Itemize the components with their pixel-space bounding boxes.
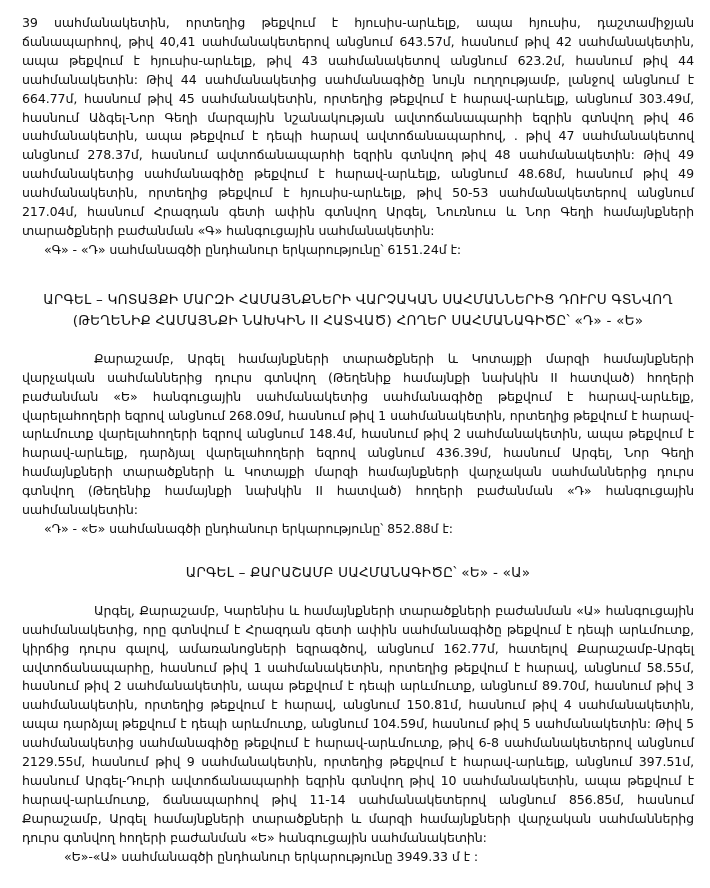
section-2-total-length: «Դ» - «Ե» սահմանագծի ընդհանուր երկարությունը՝ 852.88մ է: [44,520,453,536]
spacer [22,260,694,290]
document-page [22,14,694,867]
section-3-total-length: «Ե»-«Ա» սահմանագծի ընդհանուր երկարությունը 3949.33 մ է : [64,848,479,864]
section-1-paragraph: 39 սահմանակետին, որտեղից թեքվում է հյուսիս-արևելք, ապա հյուսիս, դաշտամիջյան ճանապարհով, թիվ 40,41 սահմանակետերով անցնում 643.57մ, հասնում թիվ 42 սահմանակետին, ապա թեքվում է հյուսիս-արևելք, թիվ 43 սահմանակետով անցնում 623.2մ, հասնում թիվ 44 սահմանակետին: Թիվ 44 սահմանակետից սահմանագիծը նույն ուղղությամբ, լանջով անցնում է 664.77մ, հասնում թիվ 45 սահմանակետին, որտեղից թեքվում է հարավ-արևելք, անցնում 303.49մ, հասնում Աձգել-Նոր Գեղի մարզային նշանակության ավտոճանապարհի եզրին գտնվող թիվ 46 սահմանակետին, ապա թեքվում է դեպի հարավ ավտոճանապարհով, . թիվ 47 սահմանակետով անցնում 278.37մ, հասնում ավտոճանապարհի եզրին գտնվող թիվ 48 սահմանակետին: Թիվ 49 սահմանակետից սահմանագիծը թեքվում է հարավ-արևելք, անցնում 48.68մ, հասնում թիվ 49 սահմանակետին, որտեղից թեքվում է հյուսիս-արևելք, թիվ 50-53 սահմանակետերով անցնում 217.04մ, հասնում Հրազդան գետի ափին գտնվող Արգել, Նուռնուս և Նոր Գեղի համայնքների տարածքների բաժանման «Գ» հանգուցային սահմանակետին: [22,15,694,238]
spacer [22,332,694,350]
section-2-heading-line-2: (ԹԵՂԵՆԻՔ ՀԱՄԱՅՆՔԻ ՆԱԽԿԻՆ II ՀԱՏՎԱԾ) ՀՈՂԵՐ ՍԱՀՄԱՆԱԳԻԾԸ՝ «Դ» - «Ե» [72,312,644,329]
section-3-paragraph: Արգել, Քարաշամբ, Կարենիս և համայնքների տարածքների բաժանման «Ա» հանգուցային սահմանակետից, որը գտնվում է Հրազդան գետի ափին սահմանագիծը թեքվում է դեպի արևմուտք, կիրճից դուրս գալով, ամառանոցների եզրագծով, անցնում 162.77մ, հատելով Քարաշամբ-Արգել ավտոճանապարհը, հասնում թիվ 1 սահմանակետին, որտեղից թեքվում է հարավ, անցնում 58.55մ, հասնում թիվ 2 սահմանակետին, ապա թեքվում է դեպի արևմուտք, անցնում 89.70մ, հասնում թիվ 3 սահմանակետին, որտեղից թեքվում է հարավ, անցնում 150.81մ, հասնում թիվ 4 սահմանակետին, ապա դարձյալ թեքվում է դեպի արևմուտք, անցնում 104.59մ, հասնում թիվ 5 սահմանակետին: Թիվ 5 սահմանակետից սահմանագիծը թեքվում է հարավ-արևմուտք, թիվ 6-8 սահմանակետերով անցնում 2129.55մ, հասնում թիվ 9 սահմանակետին, որտեղից թեքվում է հարավ-արևելք, անցնում 397.51մ, հասնում Արգել-Դուրի ավտոճանապարհի եզրին գտնվող թիվ 10 սահմանակետին, ապա թեքվում է հարավ-արևմուտք, ճանապարհով թիվ 11-14 սահմանակետերով անցնում 856.85մ, հասնում Քարաշամբ, Արգել համայնքների տարածքների և մարզի համայնքների վարչական սահմաններից դուրս գտնվող հողերի բաժանման «Ե» հանգուցային սահմանակետին: [22,602,694,845]
spacer [22,584,694,602]
section-2-paragraph: Քարաշամբ, Արգել համայնքների տարածքների և Կոտայքի մարզի համայնքների վարչական սահմաններից դուրս գտնվող (Թեղենիք համայնքի նախկին II հատված) հողերի բաժանման «Ե» հանգուցային սահմանակետից սահմանագիծը թեքվում է հարավ-արևելք, վարելահողերի եզրով անցնում 268.09մ, հասնում թիվ 1 սահմանակետին, որտեղից թեքվում է հարավ-արևմուտք վարելահողերի եզրով անցնում 148.4մ, հասնում թիվ 2 սահմանակետին, ապա թեքվում է հարավ-արևելք, դարձյալ վարելահողերի եզրով անցնում 436.39մ, հասնում Արգել, Նոր Գեղի համայնքների տարածքների և Կոտայքի մարզի համայնքների վարչական սահմաններից դուրս գտնվող (Թեղենիք համայնքի նախկին II հատված) հողերի բաժանման «Դ» հանգուցային սահմանակետին: [22,350,694,518]
section-1-total-length: «Գ» - «Դ» սահմանագծի ընդհանուր երկարությունը՝ 6151.24մ է: [44,241,462,257]
section-3-heading: ԱՐԳԵԼ – ՔԱՐԱՇԱՄԲ ՍԱՀՄԱՆԱԳԻԾԸ՝ «Ե» - «Ա» [185,564,531,581]
section-2-heading-line-1: ԱՐԳԵԼ – ԿՈՏԱՅՔԻ ՄԱՐԶԻ ՀԱՄԱՅՆՔՆԵՐԻ ՎԱՐՉԱԿԱՆ ՍԱՀՄԱՆՆԵՐԻՑ ԴՈՒՐՍ ԳՏՆՎՈՂ [43,291,673,308]
spacer [22,539,694,563]
